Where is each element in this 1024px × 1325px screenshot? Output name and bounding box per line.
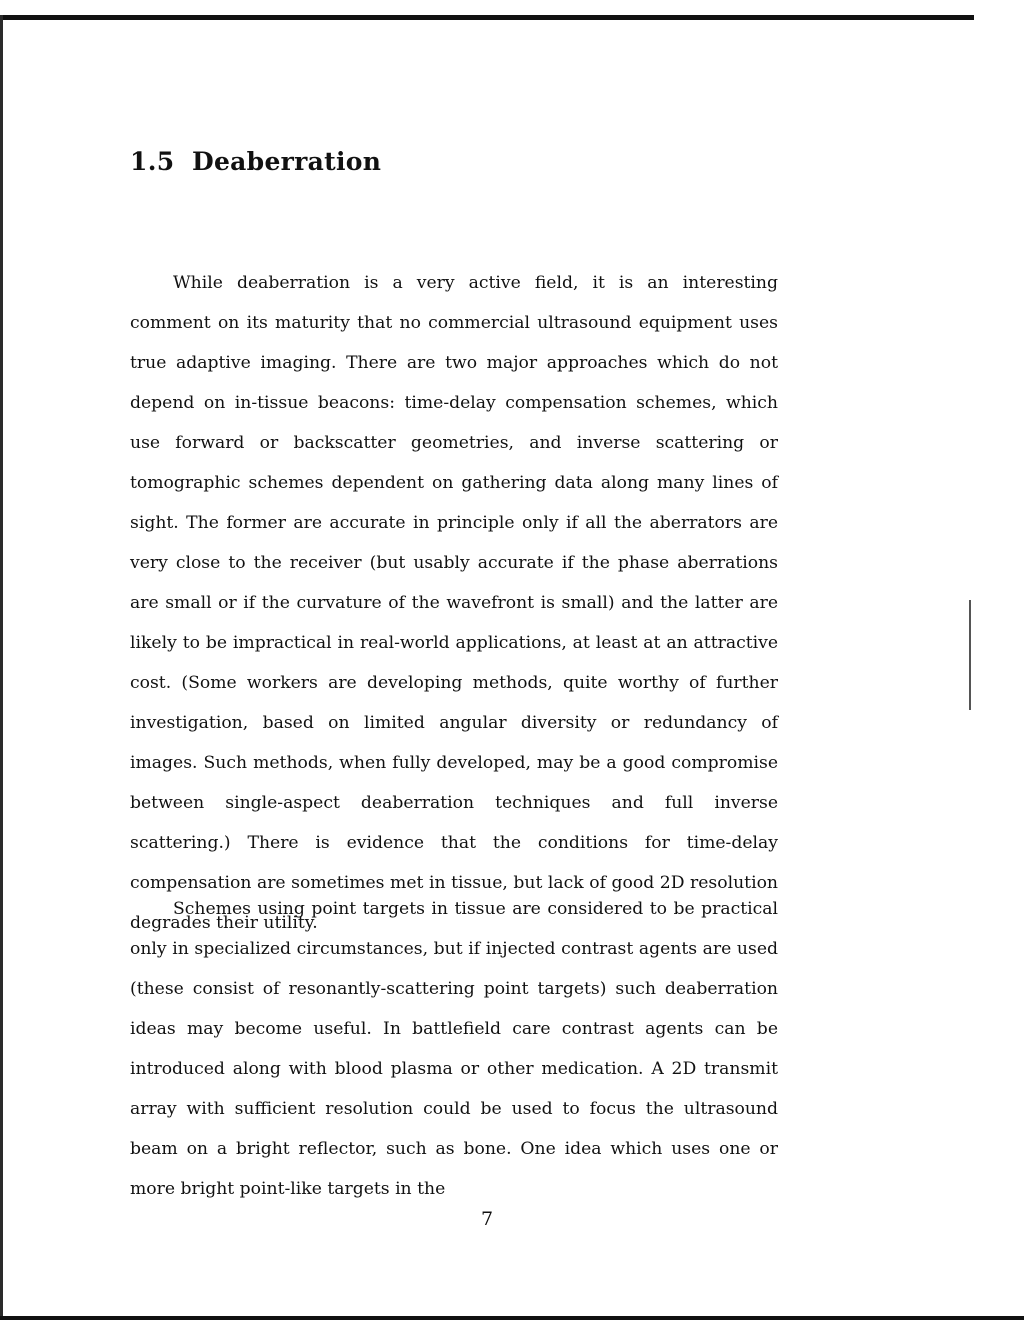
scan-left-border (0, 15, 3, 1320)
page-number: 7 (480, 1208, 494, 1230)
body-paragraph-1: While deaberration is a very active field, it is an interesting comment on its maturity that no commercial ultrasound equipment uses true adaptive imaging. There are two major approaches which do not depend on in-tissue beacons: time-delay compensation schemes, which use forward or backscatter geometries, and inverse scattering or tomographic schemes dependent on gathering data along many lines of sight. The former are accurate in principle only if all the aberrators are very close to the receiver (but usably accurate if the phase aberrations are small or if the curvature of the wavefront is small) and the latter are likely to be impractical in real-world applications, at least at an attractive cost. (Some workers are developing methods, quite worthy of further investigation, based on limited angular diversity or redundancy of images. Such methods, when fully developed, may be a good compromise between single-aspect deaberration techniques and full inverse scattering.) There is evidence that the conditions for time-delay compensation are sometimes met in tissue, but lack of good 2D resolution degrades their utility. (130, 273, 778, 933)
section-number: 1.5 (130, 147, 175, 176)
section-heading (130, 147, 381, 176)
scan-bottom-border (0, 1316, 1024, 1320)
scan-top-border (0, 15, 974, 20)
scan-right-mark (969, 600, 971, 710)
section-title: Deaberration (192, 147, 382, 176)
body-paragraph-2: Schemes using point targets in tissue are considered to be practical only in specialized circumstances, but if injected contrast agents are used (these consist of resonantly-scattering point targets) such deaberration ideas may become useful. In battlefield care contrast agents can be introduced along with blood plasma or other medication. A 2D transmit array with sufficient resolution could be used to focus the ultrasound beam on a bright reflector, such as bone. One idea which uses one or more bright point-like targets in the (130, 899, 778, 1199)
